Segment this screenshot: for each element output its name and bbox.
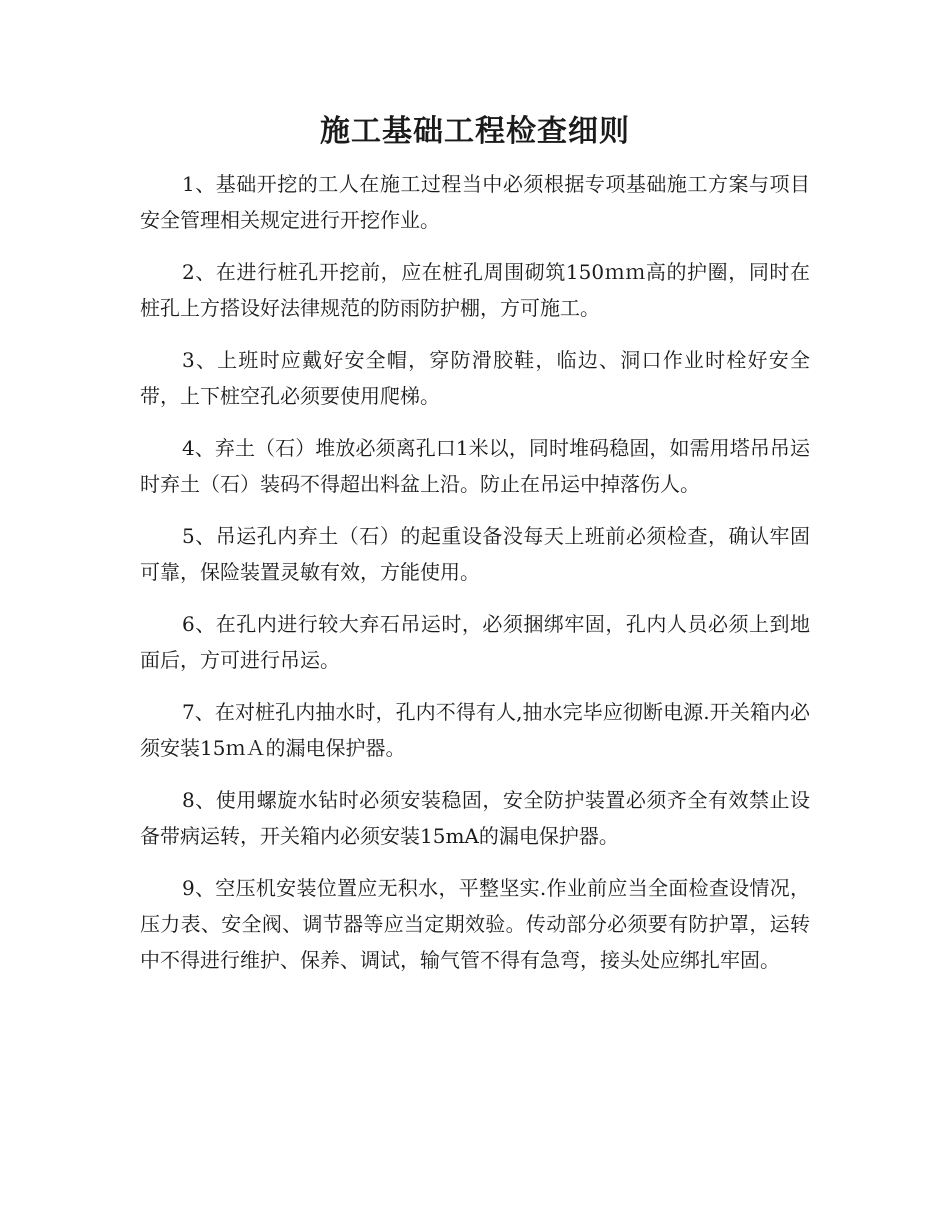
paragraph-5: 5、吊运孔内弃土（石）的起重设备没每天上班前必须检查，确认牢固可靠，保险装置灵敏有效，方能使用。 [140,524,810,584]
document-title: 施工基础工程检查细则 [320,114,630,149]
paragraph-3: 3、上班时应戴好安全帽，穿防滑胶鞋，临边、洞口作业时栓好安全带，上下桩空孔必须要使用爬梯。 [140,348,810,408]
paragraph-2: 2、在进行桩孔开挖前，应在桩孔周围砌筑150ｍｍ高的护圈，同时在桩孔上方搭设好法律规范的防雨防护棚，方可施工。 [140,260,810,320]
document-body [140,166,810,994]
paragraph-4: 4、弃土（石）堆放必须离孔口1米以，同时堆码稳固，如需用塔吊吊运时弃土（石）装码不得超出料盆上沿。防止在吊运中掉落伤人。 [140,436,810,496]
paragraph-7: 7、在对桩孔内抽水时，孔内不得有人,抽水完毕应彻断电源.开关箱内必须安装15ｍＡ的漏电保护器。 [140,700,810,760]
paragraph-9: 9、空压机安装位置应无积水，平整坚实.作业前应当全面检查设情况，压力表、安全阀、调节器等应当定期效验。传动部分必须要有防护罩，运转中不得进行维护、保养、调试，输气管不得有急弯，接头处应绑扎牢固。 [140,876,810,972]
paragraph-6: 6、在孔内进行较大弃石吊运时，必须捆绑牢固，孔内人员必须上到地面后，方可进行吊运。 [140,612,810,672]
paragraph-1: 1、基础开挖的工人在施工过程当中必须根据专项基础施工方案与项目安全管理相关规定进行开挖作业。 [140,172,810,232]
paragraph-8: 8、使用螺旋水钻时必须安装稳固，安全防护装置必须齐全有效禁止设备带病运转，开关箱内必须安装15mA的漏电保护器。 [140,788,810,848]
